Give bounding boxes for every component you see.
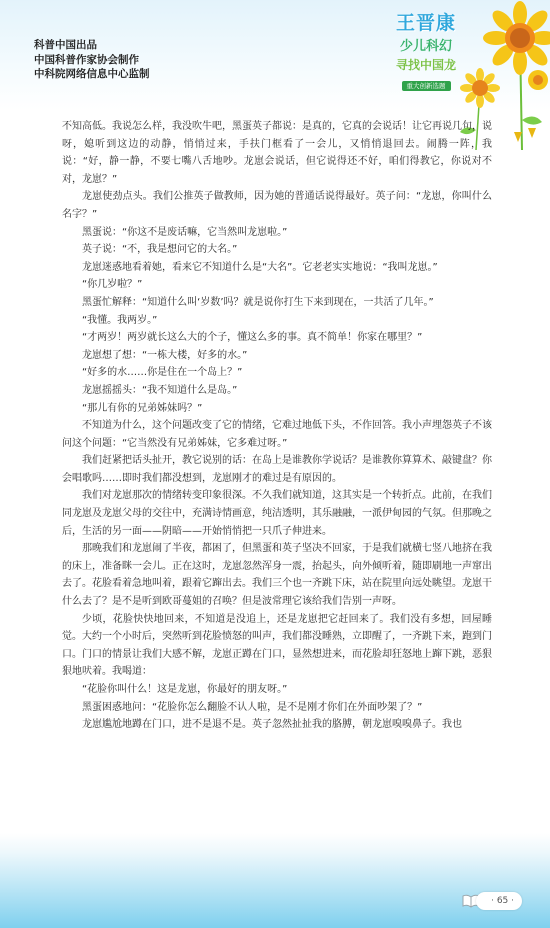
paragraph: “才两岁！两岁就长这么大的个子，懂这么多的事。真不简单！你家在哪里？” [82, 332, 423, 344]
paragraph: 那晚我们和龙崽闹了半夜，都困了，但黑蛋和英子坚决不回家，于是我们就横七竖八地挤在我的床上，准备眯一会儿。正在这时，龙崽忽然浑身一震，抬起头，向外倾听着，随即刷地一声窜出去了。花脸看着急地叫着，跟着它蹿出去。我们三个也一齐跳下床，站在院里向远处眺望。龙崽干什么去了？是不是听到欧哥蔓姐的召唤？但是波常理它该给我们告别一声呀。 [62, 543, 492, 608]
paragraph: 不知高低。我说怎么样，我没吹牛吧，黑蛋英子都说：是真的，它真的会说话！让它再说几句，说呀，媳听到这边的动静，悄悄过来，手扶门框看了一会儿，又悄悄退回去。闹腾一阵，我说：“好，静一静，不要七嘴八舌地吵。龙崽会说话，但它说得还不好，咱们得教它，你说对不对，龙崽？” [62, 121, 492, 185]
publisher-line: 科普中国出品 [34, 39, 97, 51]
paragraph: 黑蛋忙解释：“知道什么叫‘岁数’吗？就是说你打生下来到现在，一共活了几年。” [82, 296, 434, 308]
paragraph: 黑蛋困惑地问：“花脸你怎么翻脸不认人啦，是不是刚才你们在外面吵架了？” [82, 701, 423, 713]
paragraph: 我们对龙崽那次的情绪转变印象很深。不久我们就知道，这其实是一个转折点。此前，在我们同龙崽及龙崽父母的交往中，充满诗情画意，纯洁透明，其乐融融，一派伊甸园的气氛。但那晚之后，生活的另一面——阴暗——开始悄悄把一只爪子伸进来。 [62, 490, 492, 537]
brand-title: 王晋康 [395, 12, 456, 34]
paragraph: 龙崽想了想：“一栋大楼，好多的水。” [82, 349, 248, 361]
page-body [62, 118, 492, 734]
series-badge: 重大创新选题 [402, 81, 451, 91]
paragraph: 龙崽尴尬地蹲在门口，进不是退不是。英子忽然扯扯我的胳膊，朝龙崽嗅嗅鼻子。我也 [82, 719, 462, 731]
footer-background [0, 833, 550, 928]
publisher-credits [34, 38, 150, 82]
paragraph: 少顷，花脸快快地回来，不知道是没追上，还是龙崽把它赶回来了。我们没有多想，回屋睡觉。大约一个小时后，突然听到花脸愤怒的叫声，我们都没睡熟，立即醒了，一齐跳下来，跑到门口。门口的情景让我们大感不解，龙崽正蹲在门口，显然想进来，而花脸却狂怒地上蹿下跳，恶狠狠地吠着。我喝道： [62, 613, 492, 678]
paragraph: 龙崽使劲点头。我们公推英子做教师，因为她的普通话说得最好。英子问：“龙崽，你叫什么名字？” [62, 191, 492, 220]
page-number: · 65 · [476, 892, 522, 910]
publisher-line: 中国科普作家协会制作 [34, 53, 139, 66]
paragraph: 黑蛋说：“你这不是废话嘛，它当然叫龙崽啦。” [82, 226, 288, 238]
paragraph: 我们赶紧把话头扯开，教它说别的话：在岛上是谁教你学说话？是谁教你算算术、敲键盘？你会唱歌吗……即时我们都没想到，龙崽刚才的难过是有原因的。 [62, 455, 492, 484]
paragraph: “我懂。我两岁。” [82, 314, 158, 326]
paragraph: “好多的水……你是住在一个岛上？” [82, 367, 243, 379]
paragraph: 不知道为什么，这个问题改变了它的情绪，它难过地低下头，不作回答。我小声埋怨英子不该问这个问题：“它当然没有兄弟姊妹，它多难过呀。” [62, 420, 492, 449]
brand-subtitle: 少儿科幻 [399, 39, 452, 54]
paragraph: “那儿有你的兄弟姊妹吗？” [82, 402, 203, 414]
series-brand [366, 8, 486, 92]
paragraph: 英子说：“不，我是想问它的大名。” [82, 244, 238, 256]
paragraph: 龙崽摇摇头：“我不知道什么是岛。” [82, 384, 238, 396]
paragraph: “你几岁啦？” [82, 279, 143, 291]
paragraph: “花脸你叫什么！这是龙崽，你最好的朋友呀。” [82, 684, 288, 695]
paragraph: 龙崽迷惑地看着她，看来它不知道什么是“大名”。它老老实实地说：“我叫龙崽。” [82, 261, 438, 273]
series-title: 寻找中国龙 [395, 58, 456, 72]
publisher-line: 中科院网络信息中心监制 [34, 68, 150, 80]
